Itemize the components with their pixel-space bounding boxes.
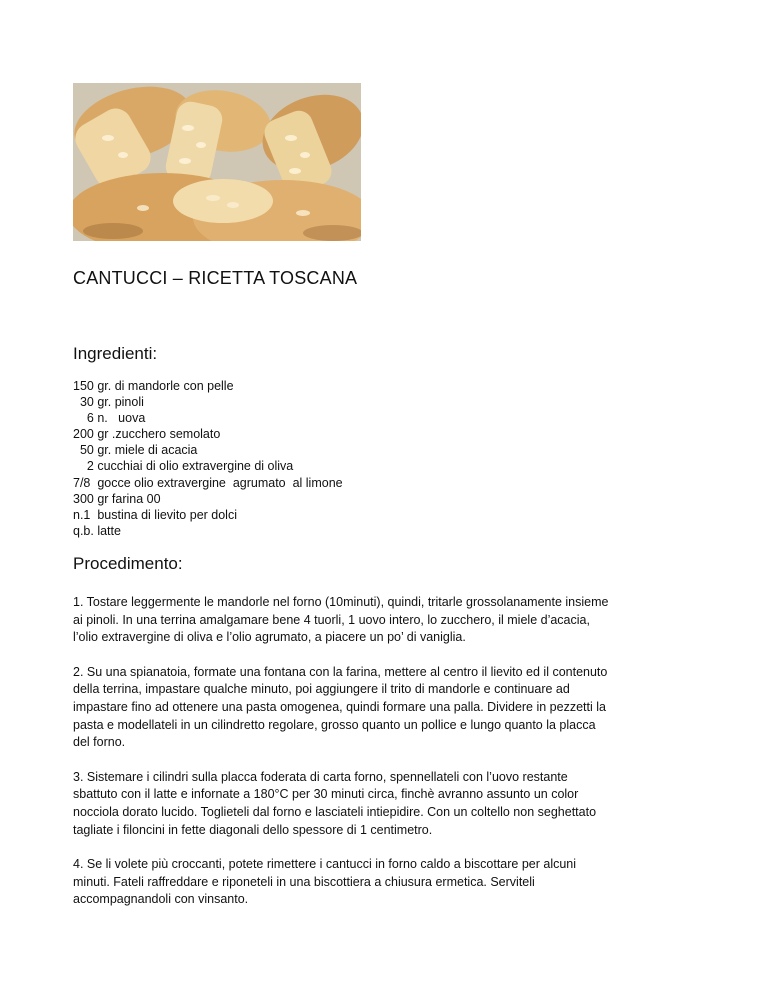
list-item: 6 n. uova [73,411,146,426]
procedure-step-4: 4. Se li volete più croccanti, potete rimettere i cantucci in forno caldo a biscottare per alcuni minuti. Fateli raffreddare e riponeteli in una biscottiera a chiusura ermetica. Serviteli accompagnandoli con vinsanto. [73,857,577,907]
list-item: 300 gr farina 00 [73,491,161,506]
ingredients-heading: Ingredienti: [73,344,158,363]
list-item: n.1 bustina di lievito per dolci [73,507,237,522]
procedure-step-3: 3. Sistemare i cilindri sulla placca foderata di carta forno, spennellateli con l’uovo restante sbattuto con il latte e infornate a 180°C per 30 minuti circa, finchè avranno assunto un color nocciola dorato lucido. Toglieteli dal forno e lasciateli intiepidire. Con un coltello non seghettato tagliate i filoncini in fette diagonali dello spessore di 1 centimetro. [73,769,597,837]
cantucci-illustration [73,83,361,241]
procedure-steps [73,594,613,926]
list-item: 200 gr .zucchero semolato [73,427,221,442]
cantucci-photo [73,83,361,241]
list-item: 30 gr. pinoli [73,395,144,410]
list-item: 50 gr. miele di acacia [73,443,198,458]
procedure-step-2: 2. Su una spianatoia, formate una fontana con la farina, mettere al centro il lievito ed il contenuto della terrina, impastare qualche minuto, poi aggiungere il trito di mandorle e continuare ad impastare fino ad ottenere una pasta omogenea, quindi formare una palla. Dividere in pezzetti la pasta e modellateli in un cilindretto regolare, grosso quanto un pollice e lungo quanto la placca del forno. [73,664,608,750]
list-item: 7/8 gocce olio extravergine agrumato al limone [73,475,343,490]
procedure-heading: Procedimento: [73,554,183,573]
list-item: 2 cucchiai di olio extravergine di oliva [73,459,294,474]
page-title: CANTUCCI – RICETTA TOSCANA [73,268,358,288]
list-item: 150 gr. di mandorle con pelle [73,379,234,393]
procedure-step-1: 1. Tostare leggermente le mandorle nel forno (10minuti), quindi, tritarle grossolanamente insieme ai pinoli. In una terrina amalgamare bene 4 tuorli, 1 uovo intero, lo zucchero, il miele d’acacia, l’olio extravergine di oliva e l’olio agrumato, a piacere un po’ di vaniglia. [73,595,609,645]
ingredients-list [73,378,343,539]
list-item: q.b. latte [73,523,121,538]
